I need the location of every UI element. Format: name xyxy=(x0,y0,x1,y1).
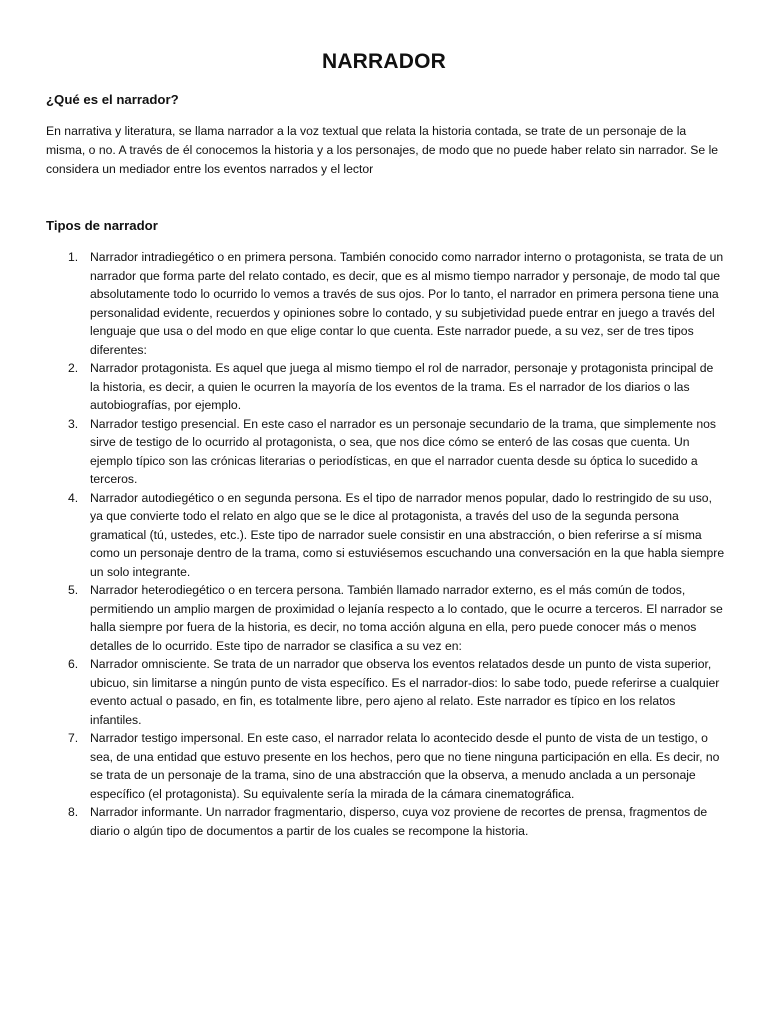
list-item-3 xyxy=(46,415,726,489)
list-item-1 xyxy=(46,248,726,359)
list-item-number: 6. xyxy=(68,657,79,671)
page-title: NARRADOR xyxy=(321,50,447,73)
list-item-text: Narrador heterodiegético o en tercera persona. También llamado narrador externo, es el más común de todos, permitiendo un amplio margen de proximidad o lejanía respecto a lo contado, que le ocurre a terceros. El narrador se halla siempre por fuera de la historia, es decir, no toma acción alguna en ella, pero puede conocer más o menos detalles de lo ocurrido. Este tipo de narrador se clasifica a su vez en: xyxy=(90,583,723,653)
list-item-6 xyxy=(46,655,726,729)
intro-paragraph: En narrativa y literatura, se llama narrador a la voz textual que relata la historia contada, se trate de un personaje de la misma, o no. A través de él conocemos la historia y a los personajes, de modo que no puede haber relato sin narrador. Se le considera un mediador entre los eventos narrados y el lector xyxy=(46,124,719,176)
list-item-text: Narrador informante. Un narrador fragmentario, disperso, cuya voz proviene de recortes de prensa, fragmentos de diario o algún tipo de documentos a partir de los cuales se recompone la historia. xyxy=(90,805,708,838)
list-item-number: 4. xyxy=(68,490,79,505)
list-item-text: Narrador testigo impersonal. En este caso, el narrador relata lo acontecido desde el punto de vista de un testigo, o sea, de una entidad que estuvo presente en los hechos, pero que no tiene ninguna participación en ella. Es decir, no se trata de un personaje de la trama, sino de una abstracción que la observa, a menudo anclada a un personaje específico (el protagonista). Su equivalente sería la mirada de la cámara cinematográfica. xyxy=(90,731,720,801)
list-item-number: 8. xyxy=(68,805,79,819)
list-item-5 xyxy=(46,581,726,655)
list-item-2 xyxy=(46,359,726,415)
list-item-number: 3. xyxy=(68,416,79,431)
list-item-number: 2. xyxy=(68,361,79,375)
list-item-text: Narrador autodiegético o en segunda persona. Es el tipo de narrador menos popular, dado lo restringido de su uso, ya que convierte todo el relato en algo que se le dice al protagonista, a través del uso de la segunda persona gramatical (tú, ustedes, etc.). Este tipo de narrador suele consistir en una abstracción, o bien referirse a sí misma como un personaje dentro de la trama, como si estuviésemos escuchando una conversación en la que habla siempre un solo integrante. xyxy=(90,490,725,579)
list-item-number: 7. xyxy=(68,731,79,745)
list-item-number: 1. xyxy=(68,250,79,264)
list-item-text: Narrador intradiegético o en primera persona. También conocido como narrador interno o protagonista, se trata de un narrador que forma parte del relato contado, es decir, que es al mismo tiempo narrador y personaje, de modo tal que absolutamente todo lo ocurrido lo vemos a través de sus ojos. Por lo tanto, el narrador en primera persona tiene una personalidad evidente, recuerdos y opiniones sobre lo contado, y su subjetividad puede entrar en juego a través del lenguaje que usa o del modo en que elige contar lo que cuenta. Este narrador puede, a su vez, ser de tres tipos diferentes: xyxy=(90,250,724,357)
list-item-8 xyxy=(46,803,726,840)
list-item-4 xyxy=(46,489,726,582)
narrator-types-list xyxy=(46,248,726,840)
list-item-7 xyxy=(46,729,726,803)
list-item-text: Narrador testigo presencial. En este caso el narrador es un personaje secundario de la trama, que simplemente nos sirve de testigo de lo ocurrido al protagonista, o sea, que nos dice cómo se enteró de las cosas que cuenta. Un ejemplo típico son las crónicas literarias o periodísticas, en que el narrador cuenta desde su óptica lo sucedido a terceros. xyxy=(90,416,716,486)
section-heading-what-is-narrator: ¿Qué es el narrador? xyxy=(46,92,179,107)
section-heading-narrator-types: Tipos de narrador xyxy=(46,218,158,233)
list-item-text: Narrador omnisciente. Se trata de un narrador que observa los eventos relatados desde un punto de vista superior, ubicuo, sin limitarse a ningún punto de vista específico. Es el narrador-dios: lo sabe todo, puede referirse a cualquier evento actual o pasado, en fin, es totalmente libre, pero ajeno al relato. Este narrador es típico en los relatos infantiles. xyxy=(90,657,720,727)
list-item-text: Narrador protagonista. Es aquel que juega al mismo tiempo el rol de narrador, personaje y protagonista principal de la historia, es decir, a quien le ocurren la mayoría de los eventos de la trama. Es el narrador de los diarios o las autobiografías, por ejemplo. xyxy=(90,361,714,412)
list-item-number: 5. xyxy=(68,583,79,597)
